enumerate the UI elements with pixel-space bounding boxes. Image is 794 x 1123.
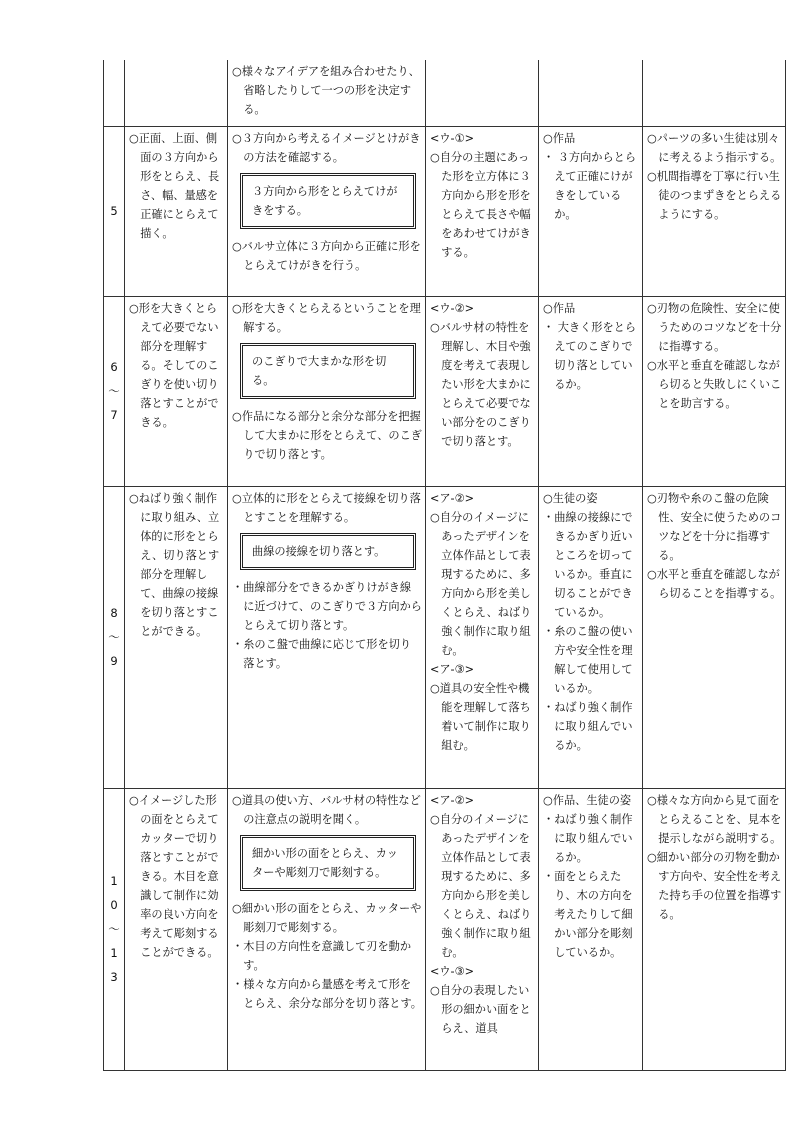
- method-cell: [539, 296, 643, 486]
- lesson-number-char: ～: [108, 384, 120, 398]
- cell-text: ○作品になる部分と余分な部分を把握して大まかに形をとらえて、のこぎりで切り落とす。: [232, 409, 422, 461]
- goal-cell: [125, 788, 228, 1070]
- bullet-text: ・ 大きく形をとらえてのこぎりで切り落としているか。: [543, 320, 637, 391]
- cell-text: ○様々なアイデアを組み合わせたり、省略したりして一つの形を決定する。: [232, 65, 420, 116]
- cell-text: ○作品: [543, 301, 576, 315]
- lesson-number-char: 7: [110, 408, 118, 422]
- cell-text: ○３方向から考えるイメージとけがきの方法を確認する。: [232, 131, 421, 164]
- bullet-text: ・ねばり強く制作に取り組んでいるか。: [543, 812, 633, 864]
- lesson-number-char: 8: [110, 606, 118, 620]
- cell-text: ○正面、上面、側面の３方向から形をとらえ、長さ、幅、量感を正確にとらえて描く。: [129, 131, 220, 240]
- criteria-tag: <ア-③>: [430, 662, 475, 676]
- criteria-cell: [426, 126, 539, 296]
- cell-text: ○形を大きくとらえて必要でない部分を理解する。そしてのこぎりを使い切り落とすことができる。: [129, 301, 219, 429]
- criteria-cell: [426, 296, 539, 486]
- cell-text: ○自分のイメージにあったデザインを立体作品として表現するために、多方向から形を美しくとらえ、ねばり強く制作に取り組む。: [430, 812, 532, 959]
- method-cell: [539, 60, 643, 126]
- criteria-tag: <ア-②>: [430, 793, 475, 807]
- lesson-number-char: 3: [110, 970, 118, 984]
- activity-callout-box: 細かい形の面をとらえ、カッターや彫刻刀で彫刻する。: [240, 835, 416, 891]
- cell-text: ○バルサ立体に３方向から正確に形をとらえてけがきを行う。: [232, 239, 421, 272]
- lesson-row: [104, 60, 786, 126]
- activity-callout-box: ３方向から形をとらえてけがきをする。: [240, 173, 416, 229]
- cell-text: ○生徒の姿: [543, 491, 598, 505]
- lesson-plan-table: [103, 60, 786, 1071]
- bullet-text: ・糸のこ盤の使い方や安全性を理解して使用しているか。: [543, 624, 633, 695]
- bullet-text: ・様々な方向から量感を考えて形をとらえ、余分な部分を切り落とす。: [232, 977, 422, 1010]
- lesson-number-char: ～: [108, 922, 120, 936]
- bullet-text: ・ ３方向からとらえて正確にけがきをしているか。: [543, 150, 637, 221]
- criteria-tag: <ウ-②>: [430, 301, 475, 315]
- activity-cell: [228, 296, 426, 486]
- lesson-number-char: 9: [110, 654, 118, 668]
- lesson-row: [104, 788, 786, 1070]
- cell-text: ○バルサ材の特性を理解し、木目や強度を考えて表現したい形を大まかにとらえて必要でない部分をのこぎりで切り落とす。: [430, 320, 531, 448]
- lesson-row: [104, 296, 786, 486]
- cell-text: ○パーツの多い生徒は別々に考えるよう指示する。: [647, 131, 782, 164]
- goal-cell: [125, 60, 228, 126]
- criteria-tag: <ア-②>: [430, 491, 475, 505]
- bullet-text: ・ねばり強く制作に取り組んでいるか。: [543, 700, 633, 752]
- goal-cell: [125, 486, 228, 788]
- lesson-number-cell: [104, 486, 125, 788]
- criteria-cell: [426, 486, 539, 788]
- bullet-text: ・糸のこ盤で曲線に応じて形を切り落とす。: [232, 637, 412, 670]
- lesson-number-char: 0: [110, 898, 118, 912]
- activity-callout-box: 曲線の接線を切り落とす。: [240, 533, 416, 570]
- cell-text: ○作品: [543, 131, 576, 145]
- criteria-cell: [426, 788, 539, 1070]
- criteria-cell: [426, 60, 539, 126]
- criteria-tag: <ウ-①>: [430, 131, 475, 145]
- cell-text: ○様々な方向から見て面をとらえることを、見本を提示しながら説明する。: [647, 793, 782, 845]
- activity-callout-box: のこぎりで大まかな形を切る。: [240, 343, 416, 399]
- cell-text: ○道具の安全性や機能を理解して落ち着いて制作に取り組む。: [430, 681, 531, 752]
- lesson-number-cell: [104, 296, 125, 486]
- goal-cell: [125, 126, 228, 296]
- goal-cell: [125, 296, 228, 486]
- cell-text: ○自分の主題にあった形を立方体に３方向から形を形をとらえて長さや幅をあわせてけがきする。: [430, 150, 531, 259]
- lesson-number-cell: [104, 60, 125, 126]
- support-cell: [643, 788, 786, 1070]
- cell-text: ○イメージした形の面をとらえてカッターで切り落とすことができる。木目を意識して制作に効率の良い方向を考えて彫刻することができる。: [129, 793, 219, 959]
- lesson-number-cell: [104, 788, 125, 1070]
- method-cell: [539, 486, 643, 788]
- cell-text: ○自分のイメージにあったデザインを立体作品として表現するために、多方向から形を美しくとらえ、ねばり強く制作に取り組む。: [430, 510, 532, 657]
- support-cell: [643, 60, 786, 126]
- cell-text: ○水平と垂直を確認しながら切ることを指導する。: [647, 567, 782, 600]
- activity-cell: [228, 60, 426, 126]
- bullet-text: ・曲線部分をできるかぎりけがき線に近づけて、のこぎりで３方向からとらえて切り落とす。: [232, 580, 422, 632]
- cell-text: ○自分の表現したい形の細かい面をとらえ、道具: [430, 983, 531, 1035]
- cell-text: ○細かい部分の刃物を動かす方向や、安全性を考えた持ち手の位置を指導する。: [647, 850, 782, 921]
- cell-text: ○細かい形の面をとらえ、カッターや彫刻刀で彫刻する。: [232, 901, 422, 934]
- lesson-row: [104, 126, 786, 296]
- support-cell: [643, 486, 786, 788]
- cell-text: ○刃物の危険性、安全に使うためのコツなどを十分に指導する。: [647, 301, 782, 353]
- support-cell: [643, 126, 786, 296]
- lesson-row: [104, 486, 786, 788]
- criteria-tag: <ウ-③>: [430, 964, 475, 978]
- lesson-number-char: 1: [110, 874, 118, 888]
- activity-cell: [228, 126, 426, 296]
- bullet-text: ・面をとらえたり、木の方向を考えたりして細かい部分を彫刻しているか。: [543, 869, 633, 959]
- lesson-number-char: 1: [110, 946, 118, 960]
- cell-text: ○水平と垂直を確認しながら切ると失敗しにくいことを助言する。: [647, 358, 782, 410]
- cell-text: ○作品、生徒の姿: [543, 793, 632, 807]
- lesson-number-char: 6: [110, 360, 118, 374]
- cell-text: ○ねばり強く制作に取り組み、立体的に形をとらえ、切り落とす部分を理解して、曲線の接線を切り落とすことができる。: [129, 491, 220, 638]
- bullet-text: ・木目の方向性を意識して刃を動かす。: [232, 939, 412, 972]
- activity-cell: [228, 788, 426, 1070]
- cell-text: ○刃物や糸のこ盤の危険性、安全に使うためのコツなどを十分に指導する。: [647, 491, 782, 562]
- activity-cell: [228, 486, 426, 788]
- lesson-number-char: ～: [108, 630, 120, 644]
- bullet-text: ・曲線の接線にできるかぎり近いところを切っているか。垂直に切ることができているか。: [543, 510, 633, 619]
- cell-text: ○机間指導を丁寧に行い生徒のつまずきをとらえるようにする。: [647, 169, 782, 221]
- cell-text: ○形を大きくとらえるということを理解する。: [232, 301, 421, 334]
- method-cell: [539, 126, 643, 296]
- lesson-number-char: 5: [110, 204, 118, 218]
- support-cell: [643, 296, 786, 486]
- cell-text: ○道具の使い方、バルサ材の特性などの注意点の説明を聞く。: [232, 793, 421, 826]
- method-cell: [539, 788, 643, 1070]
- lesson-number-cell: [104, 126, 125, 296]
- lesson-plan-page: [103, 60, 785, 1070]
- cell-text: ○立体的に形をとらえて接線を切り落とすことを理解する。: [232, 491, 421, 524]
